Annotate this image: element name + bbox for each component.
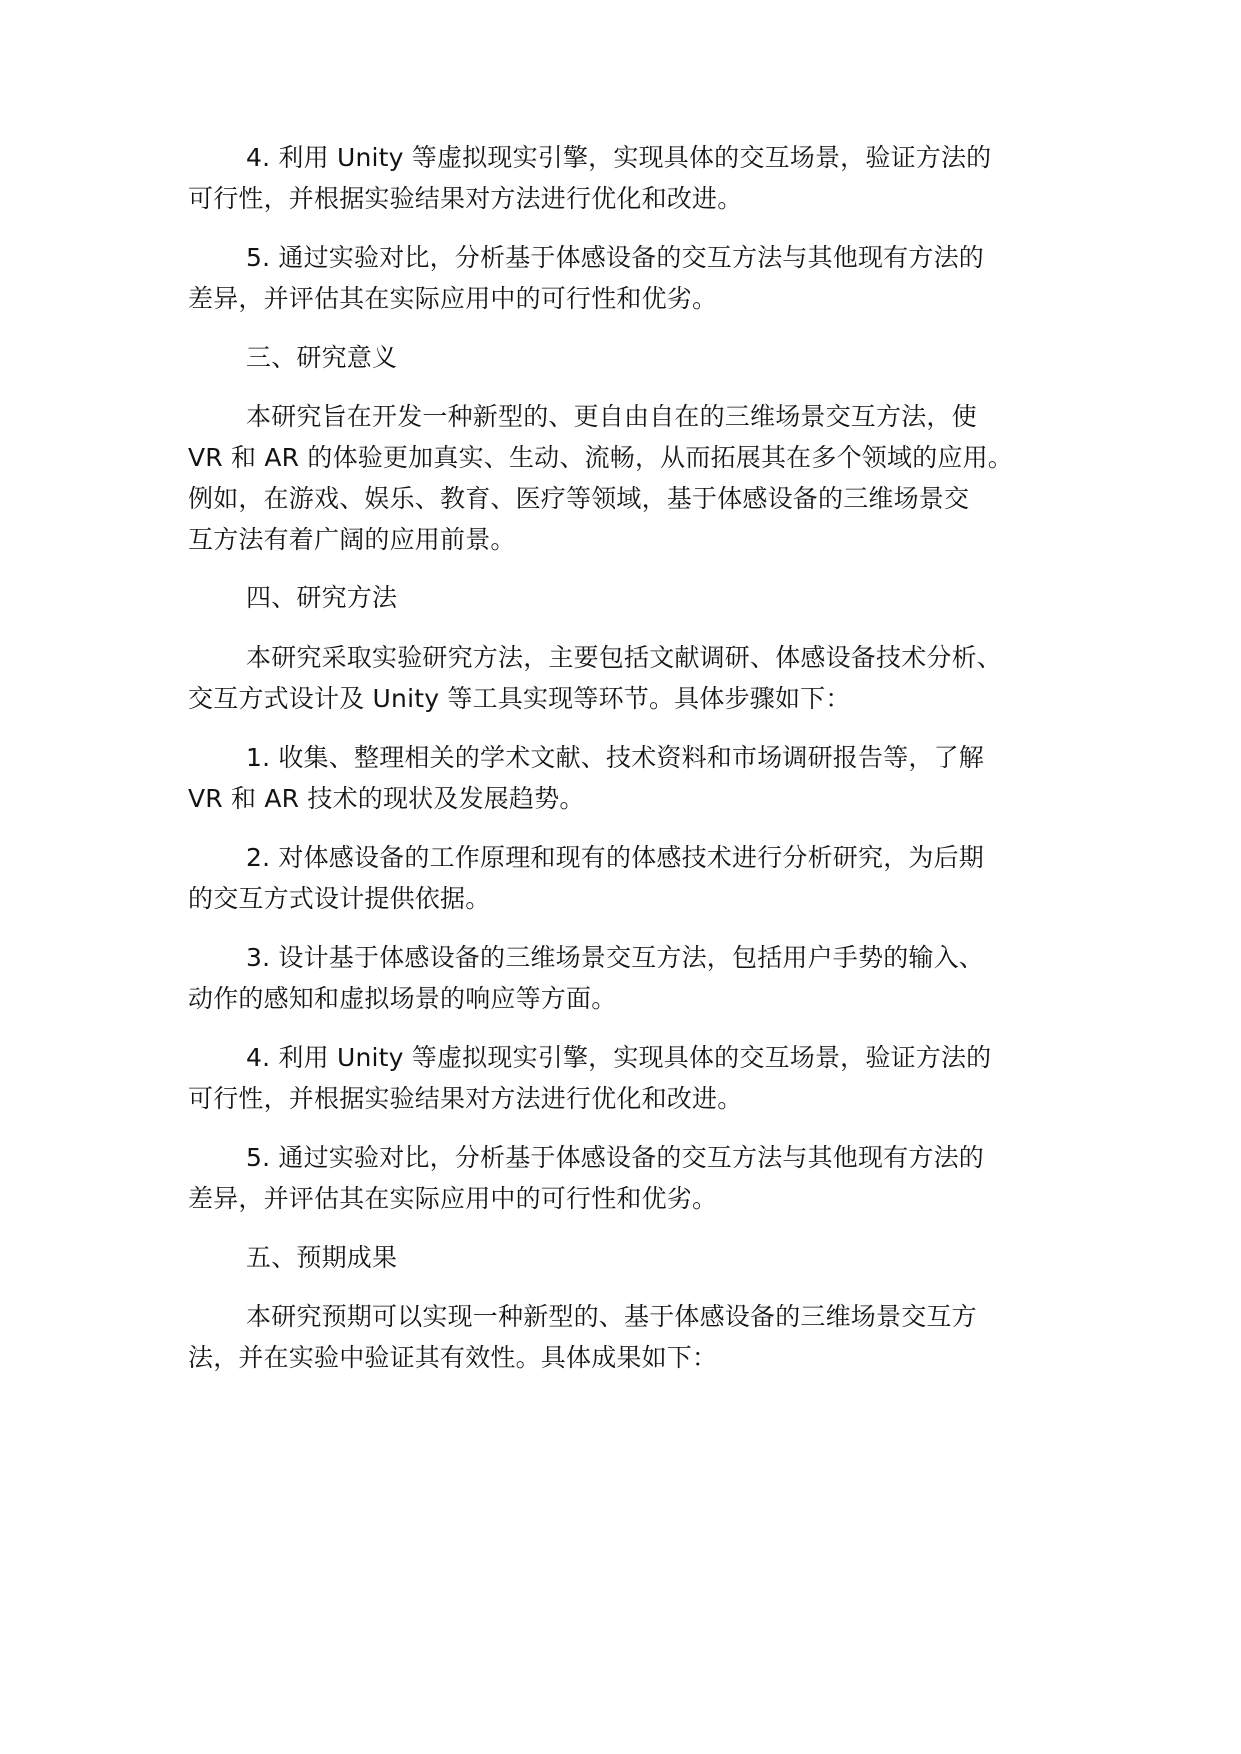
paragraph-methods-line-1: 本研究采取实验研究方法，主要包括文献调研、体感设备技术分析、 — [246, 643, 1003, 672]
paragraph-significance-line-3: 例如，在游戏、娱乐、教育、医疗等领域，基于体感设备的三维场景交 — [188, 484, 970, 513]
paragraph-methods-line-2: 交互方式设计及 Unity 等工具实现等环节。具体步骤如下： — [188, 684, 851, 713]
paragraph-significance-line-2: VR 和 AR 的体验更加真实、生动、流畅，从而拓展其在多个领域的应用。 — [188, 443, 1013, 472]
paragraph-method-step-5-line-2: 差异，并评估其在实际应用中的可行性和优劣。 — [188, 1184, 718, 1213]
paragraph-step-5-line-2: 差异，并评估其在实际应用中的可行性和优劣。 — [188, 284, 718, 313]
paragraph-method-step-1-line-1: 1. 收集、整理相关的学术文献、技术资料和市场调研报告等，了解 — [246, 743, 985, 772]
paragraph-method-step-4-line-1: 4. 利用 Unity 等虚拟现实引擎，实现具体的交互场景，验证方法的 — [246, 1043, 992, 1072]
paragraph-method-step-4-line-2: 可行性，并根据实验结果对方法进行优化和改进。 — [188, 1084, 743, 1113]
section-heading-expected-results: 五、预期成果 — [246, 1243, 398, 1272]
paragraph-method-step-5-line-1: 5. 通过实验对比，分析基于体感设备的交互方法与其他现有方法的 — [246, 1143, 985, 1172]
paragraph-significance-line-1: 本研究旨在开发一种新型的、更自由自在的三维场景交互方法，使 — [246, 402, 977, 431]
section-heading-methods: 四、研究方法 — [246, 583, 398, 612]
paragraph-method-step-3-line-1: 3. 设计基于体感设备的三维场景交互方法，包括用户手势的输入、 — [246, 943, 985, 972]
paragraph-expected-results-line-2: 法，并在实验中验证其有效性。具体成果如下： — [188, 1343, 718, 1372]
paragraph-step-4-line-1: 4. 利用 Unity 等虚拟现实引擎，实现具体的交互场景，验证方法的 — [246, 143, 992, 172]
paragraph-significance-line-4: 互方法有着广阔的应用前景。 — [188, 525, 516, 554]
paragraph-expected-results-line-1: 本研究预期可以实现一种新型的、基于体感设备的三维场景交互方 — [246, 1302, 977, 1331]
paragraph-step-4-line-2: 可行性，并根据实验结果对方法进行优化和改进。 — [188, 184, 743, 213]
section-heading-significance: 三、研究意义 — [246, 343, 398, 372]
paragraph-method-step-3-line-2: 动作的感知和虚拟场景的响应等方面。 — [188, 984, 617, 1013]
paragraph-method-step-2-line-1: 2. 对体感设备的工作原理和现有的体感技术进行分析研究，为后期 — [246, 843, 985, 872]
paragraph-method-step-1-line-2: VR 和 AR 技术的现状及发展趋势。 — [188, 784, 585, 813]
paragraph-method-step-2-line-2: 的交互方式设计提供依据。 — [188, 884, 491, 913]
paragraph-step-5-line-1: 5. 通过实验对比，分析基于体感设备的交互方法与其他现有方法的 — [246, 243, 985, 272]
